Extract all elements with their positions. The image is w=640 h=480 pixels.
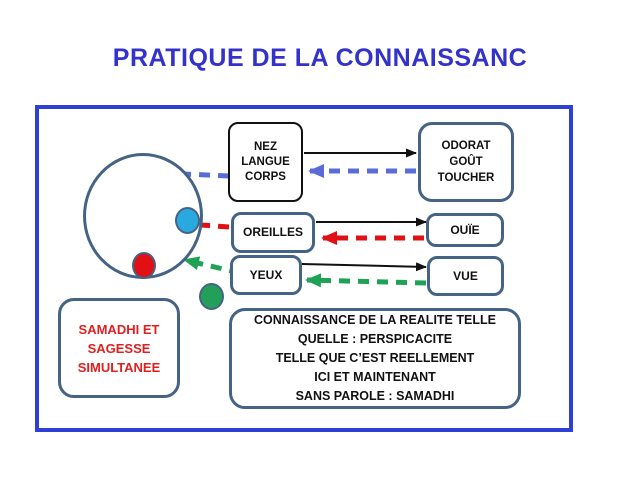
mind-circle xyxy=(83,153,203,279)
connaissance-box xyxy=(229,308,521,409)
box-line: ODORAT xyxy=(441,140,491,152)
box-line: QUELLE : PERSPICACITE xyxy=(297,332,453,346)
diagram-board xyxy=(35,105,573,432)
red-dot xyxy=(132,252,156,279)
box-label: YEUX xyxy=(249,267,283,282)
nez-langue-corps-box xyxy=(228,122,303,202)
arrow-vue-to-yeux xyxy=(307,280,426,283)
box-label: OUÏE xyxy=(450,222,480,237)
box-line: CORPS xyxy=(245,170,286,183)
samadhi-sagesse-box xyxy=(58,298,180,398)
box-line: SAGESSE xyxy=(87,340,151,356)
arrow-yeux-to-vue xyxy=(302,264,426,267)
box-line: TOUCHER xyxy=(437,172,495,184)
box-line: SAMADHI ET xyxy=(78,321,160,337)
box-line: TELLE QUE C’EST REELLEMENT xyxy=(275,351,475,365)
blue-dot xyxy=(175,207,200,234)
green-dot xyxy=(199,283,224,310)
yeux-box xyxy=(230,255,302,295)
vue-box xyxy=(427,256,504,296)
box-line: NEZ xyxy=(254,140,277,153)
page-title: PRATIQUE DE LA CONNAISSANC xyxy=(112,44,528,72)
box-label: OREILLES xyxy=(242,225,303,239)
box-line: ICI ET MAINTENANT xyxy=(314,370,436,384)
box-line: CONNAISSANCE DE LA REALITE TELLE xyxy=(254,313,496,327)
odorat-gout-toucher-box xyxy=(418,122,514,202)
oreilles-box xyxy=(231,212,315,253)
box-line: GOÛT xyxy=(449,156,483,168)
box-line: LANGUE xyxy=(241,155,290,168)
ouie-box xyxy=(426,213,504,247)
box-line: SIMULTANEE xyxy=(77,359,161,375)
box-label: VUE xyxy=(453,268,478,283)
box-line: SANS PAROLE : SAMADHI xyxy=(295,389,455,403)
